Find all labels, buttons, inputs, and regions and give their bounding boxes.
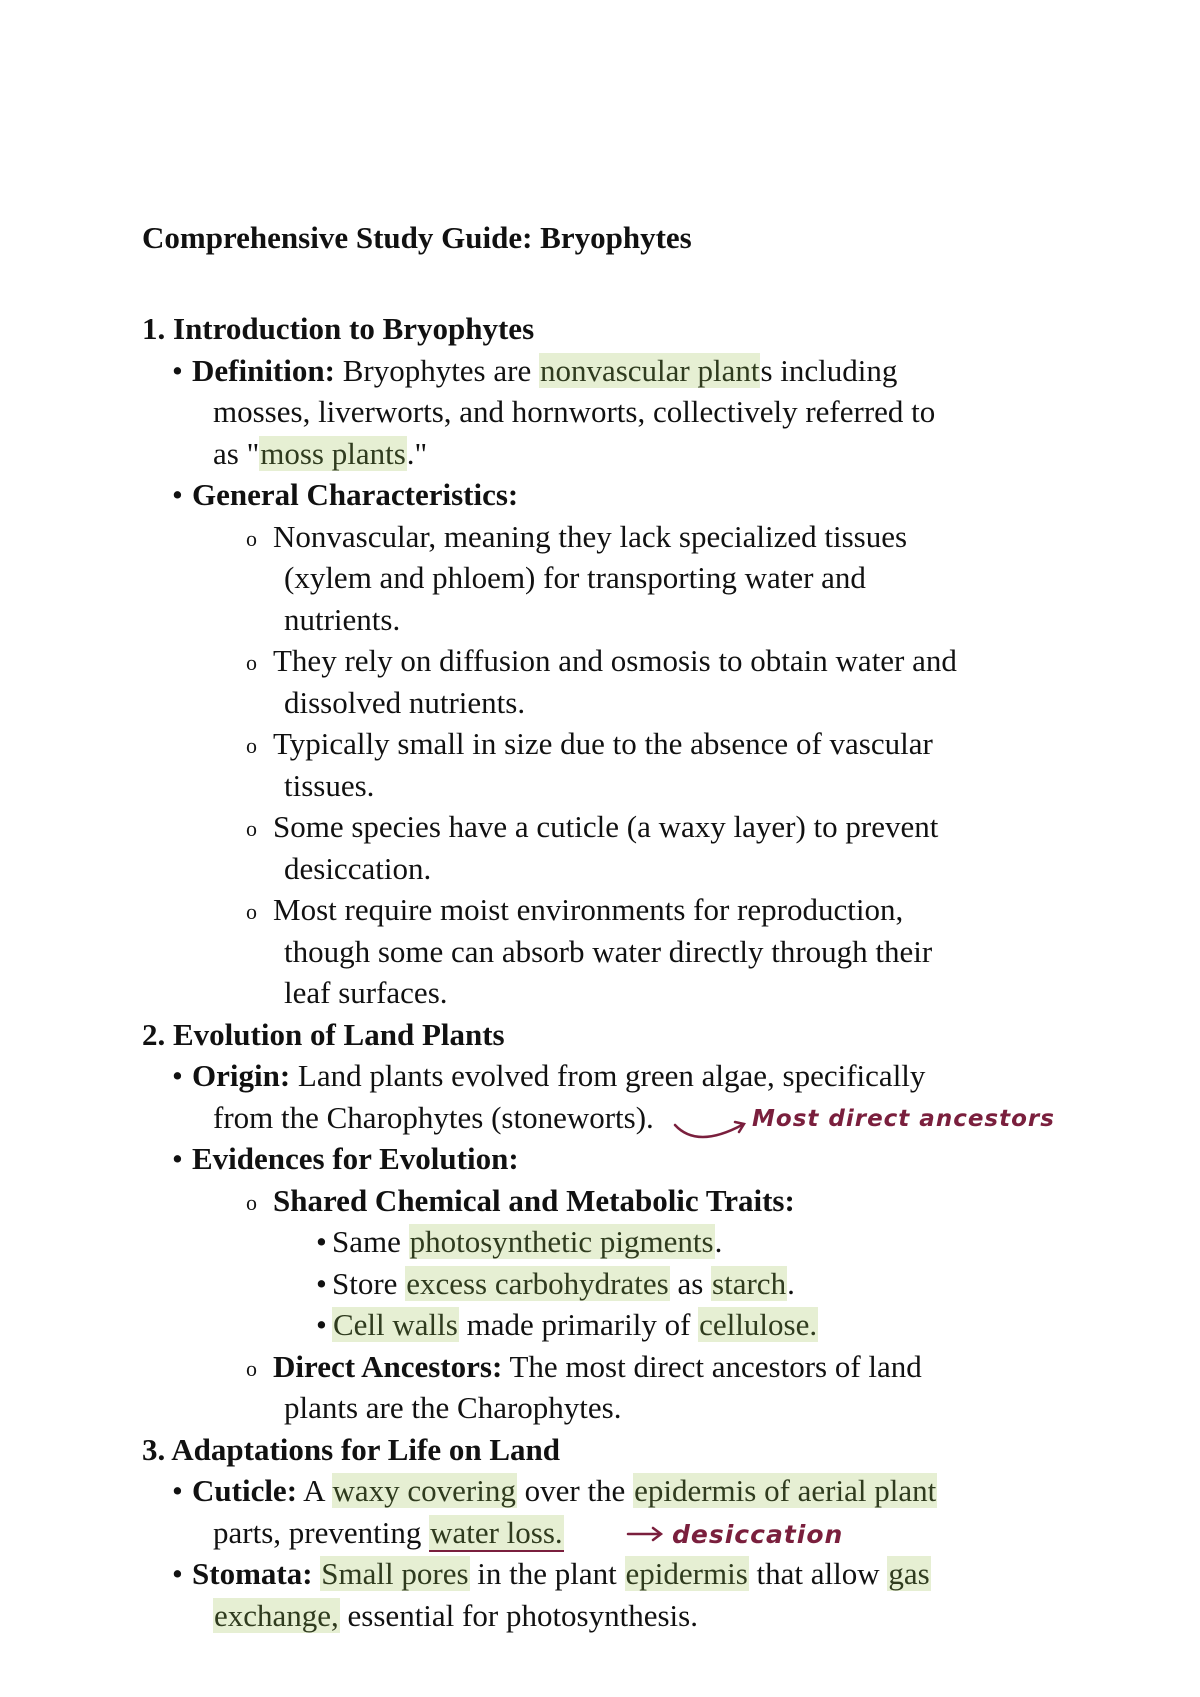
highlight: gas [888, 1556, 930, 1591]
evidences-item [142, 1138, 1122, 1180]
sub-bullet-icon: o [246, 1355, 257, 1381]
bullet-icon: • [172, 352, 183, 388]
highlight: exchange, [214, 1597, 339, 1633]
handwritten-arrow-icon [622, 1520, 672, 1550]
characteristic-5: o Most require moist environments for reproduction, [142, 889, 1122, 931]
bullet-icon: • [316, 1224, 327, 1259]
section-heading-2: 2. Evolution of Land Plants [142, 1016, 505, 1052]
sub-bullet-icon: o [246, 816, 257, 841]
direct-ancestors-item: o Direct Ancestors: The most direct ancestors of land [142, 1346, 1122, 1388]
characteristic-2: o They rely on diffusion and osmosis to obtain water and [142, 640, 1122, 682]
highlight: excess carbohydrates [406, 1265, 669, 1301]
general-characteristics-item [142, 474, 1122, 516]
highlight: photosynthetic pigments [409, 1224, 714, 1259]
cuticle-line-2: parts, preventing water loss. desiccation [142, 1512, 1122, 1554]
stomata-line-2: exchange, essential for photosynthesis. [214, 1597, 698, 1633]
sub-bullet-icon: o [246, 733, 257, 758]
trait-starch: • Store excess carbohydrates as starch. [142, 1263, 1122, 1305]
sub-bullet-icon: o [246, 650, 257, 675]
shared-traits-item: o Shared Chemical and Metabolic Traits: [142, 1180, 1122, 1222]
definition-line-3: as "moss plants." [213, 435, 428, 471]
cuticle-item: • Cuticle: A waxy covering over the epidermis of aerial plant [142, 1470, 1122, 1512]
characteristic-3: o Typically small in size due to the absence of vascular [142, 723, 1122, 765]
highlight: water loss. [430, 1514, 563, 1550]
document-title: Comprehensive Study Guide: Bryophytes [142, 220, 692, 255]
general-characteristics-label: General Characteristics: [192, 477, 519, 512]
definition-label: Definition: [192, 352, 335, 388]
bullet-icon: • [172, 1141, 183, 1176]
highlight: starch [712, 1265, 787, 1301]
highlight: cellulose. [699, 1307, 818, 1342]
origin-line-2: from the Charophytes (stoneworts). Most direct ancestors [142, 1097, 1122, 1139]
stomata-item: • Stomata: Small pores in the plant epidermis that allow gas [142, 1553, 1122, 1595]
cuticle-label: Cuticle: [192, 1473, 298, 1508]
sub-bullet-icon: o [246, 525, 257, 551]
origin-item: • Origin: Land plants evolved from green algae, specifically [142, 1055, 1122, 1097]
evidences-label: Evidences for Evolution: [192, 1141, 519, 1176]
bullet-icon: • [316, 1307, 327, 1342]
highlight: Small pores [321, 1556, 469, 1591]
section-heading-1: 1. Introduction to Bryophytes [142, 311, 535, 346]
sub-bullet-icon: o [246, 1189, 257, 1215]
highlight: epidermis of aerial plant [634, 1473, 937, 1508]
bullet-icon: • [172, 1556, 183, 1591]
highlight: moss plants [260, 435, 406, 471]
document-body: 1. Introduction to Bryophytes • Definition: Bryophytes are nonvascular plants including mosses, liverworts, and hornworts, collectively referred to as "moss plants." • General Characteristics: o Nonvascular, meaning they lack specialized tissues (xylem and phloem) for transporting water and nutrients. o They rely on diffusion and osmosis to obtain water and dissolved nutrients. o Typically small in size due to the absence of vascular tissues. o Some species have a cuticle (a waxy layer) to prevent desiccation. o Most require moist environments for reproduction, though some can absorb water directly through their leaf surfaces. 2. Evolution of Land Plants • Origin: Land plants evolved from green algae, specifically from the Charophytes (stoneworts). Most direct ancestors • Evidences for Evolution: o Shared Chemical and Metabolic Traits: • Same photosynthetic pigments. • Store excess carbohydrates as starch. • Cell walls made primarily of cellulose. o Direct Ancestors: The most direct ancestors of land plants are the Charophytes. 3. Adaptations for Life on Land • Cuticle: A waxy covering over the epidermis of aerial plant parts, preventing water loss. desiccation • Stomata: Small pores in the plant epidermis that allow gas exchange, essential for photosynthesis. [142, 308, 1122, 1636]
stomata-label: Stomata: [192, 1556, 313, 1591]
definition-line-2: mosses, liverworts, and hornworts, collectively referred to [213, 394, 936, 429]
bullet-icon: • [316, 1265, 327, 1301]
sub-bullet-icon: o [246, 899, 257, 924]
handwritten-annotation: Most direct ancestors [752, 1105, 1055, 1132]
bullet-icon: • [172, 1473, 183, 1508]
bullet-icon: • [172, 1058, 183, 1093]
section-heading-3: 3. Adaptations for Life on Land [142, 1431, 561, 1467]
handwritten-annotation: desiccation [672, 1519, 844, 1549]
bullet-icon: • [172, 477, 183, 512]
characteristic-1: o Nonvascular, meaning they lack specialized tissues [142, 516, 1122, 558]
characteristic-4: o Some species have a cuticle (a waxy layer) to prevent [142, 806, 1122, 848]
definition-item: • Definition: Bryophytes are nonvascular plants including [142, 350, 1122, 392]
highlight: epidermis [625, 1556, 748, 1591]
highlight: waxy covering [332, 1473, 516, 1508]
origin-label: Origin: [192, 1058, 291, 1093]
trait-cellulose: • Cell walls made primarily of cellulose. [142, 1304, 1122, 1346]
highlight: Cell walls [333, 1307, 458, 1342]
highlight: nonvascular plant [539, 352, 760, 388]
trait-pigments: • Same photosynthetic pigments. [142, 1221, 1122, 1263]
